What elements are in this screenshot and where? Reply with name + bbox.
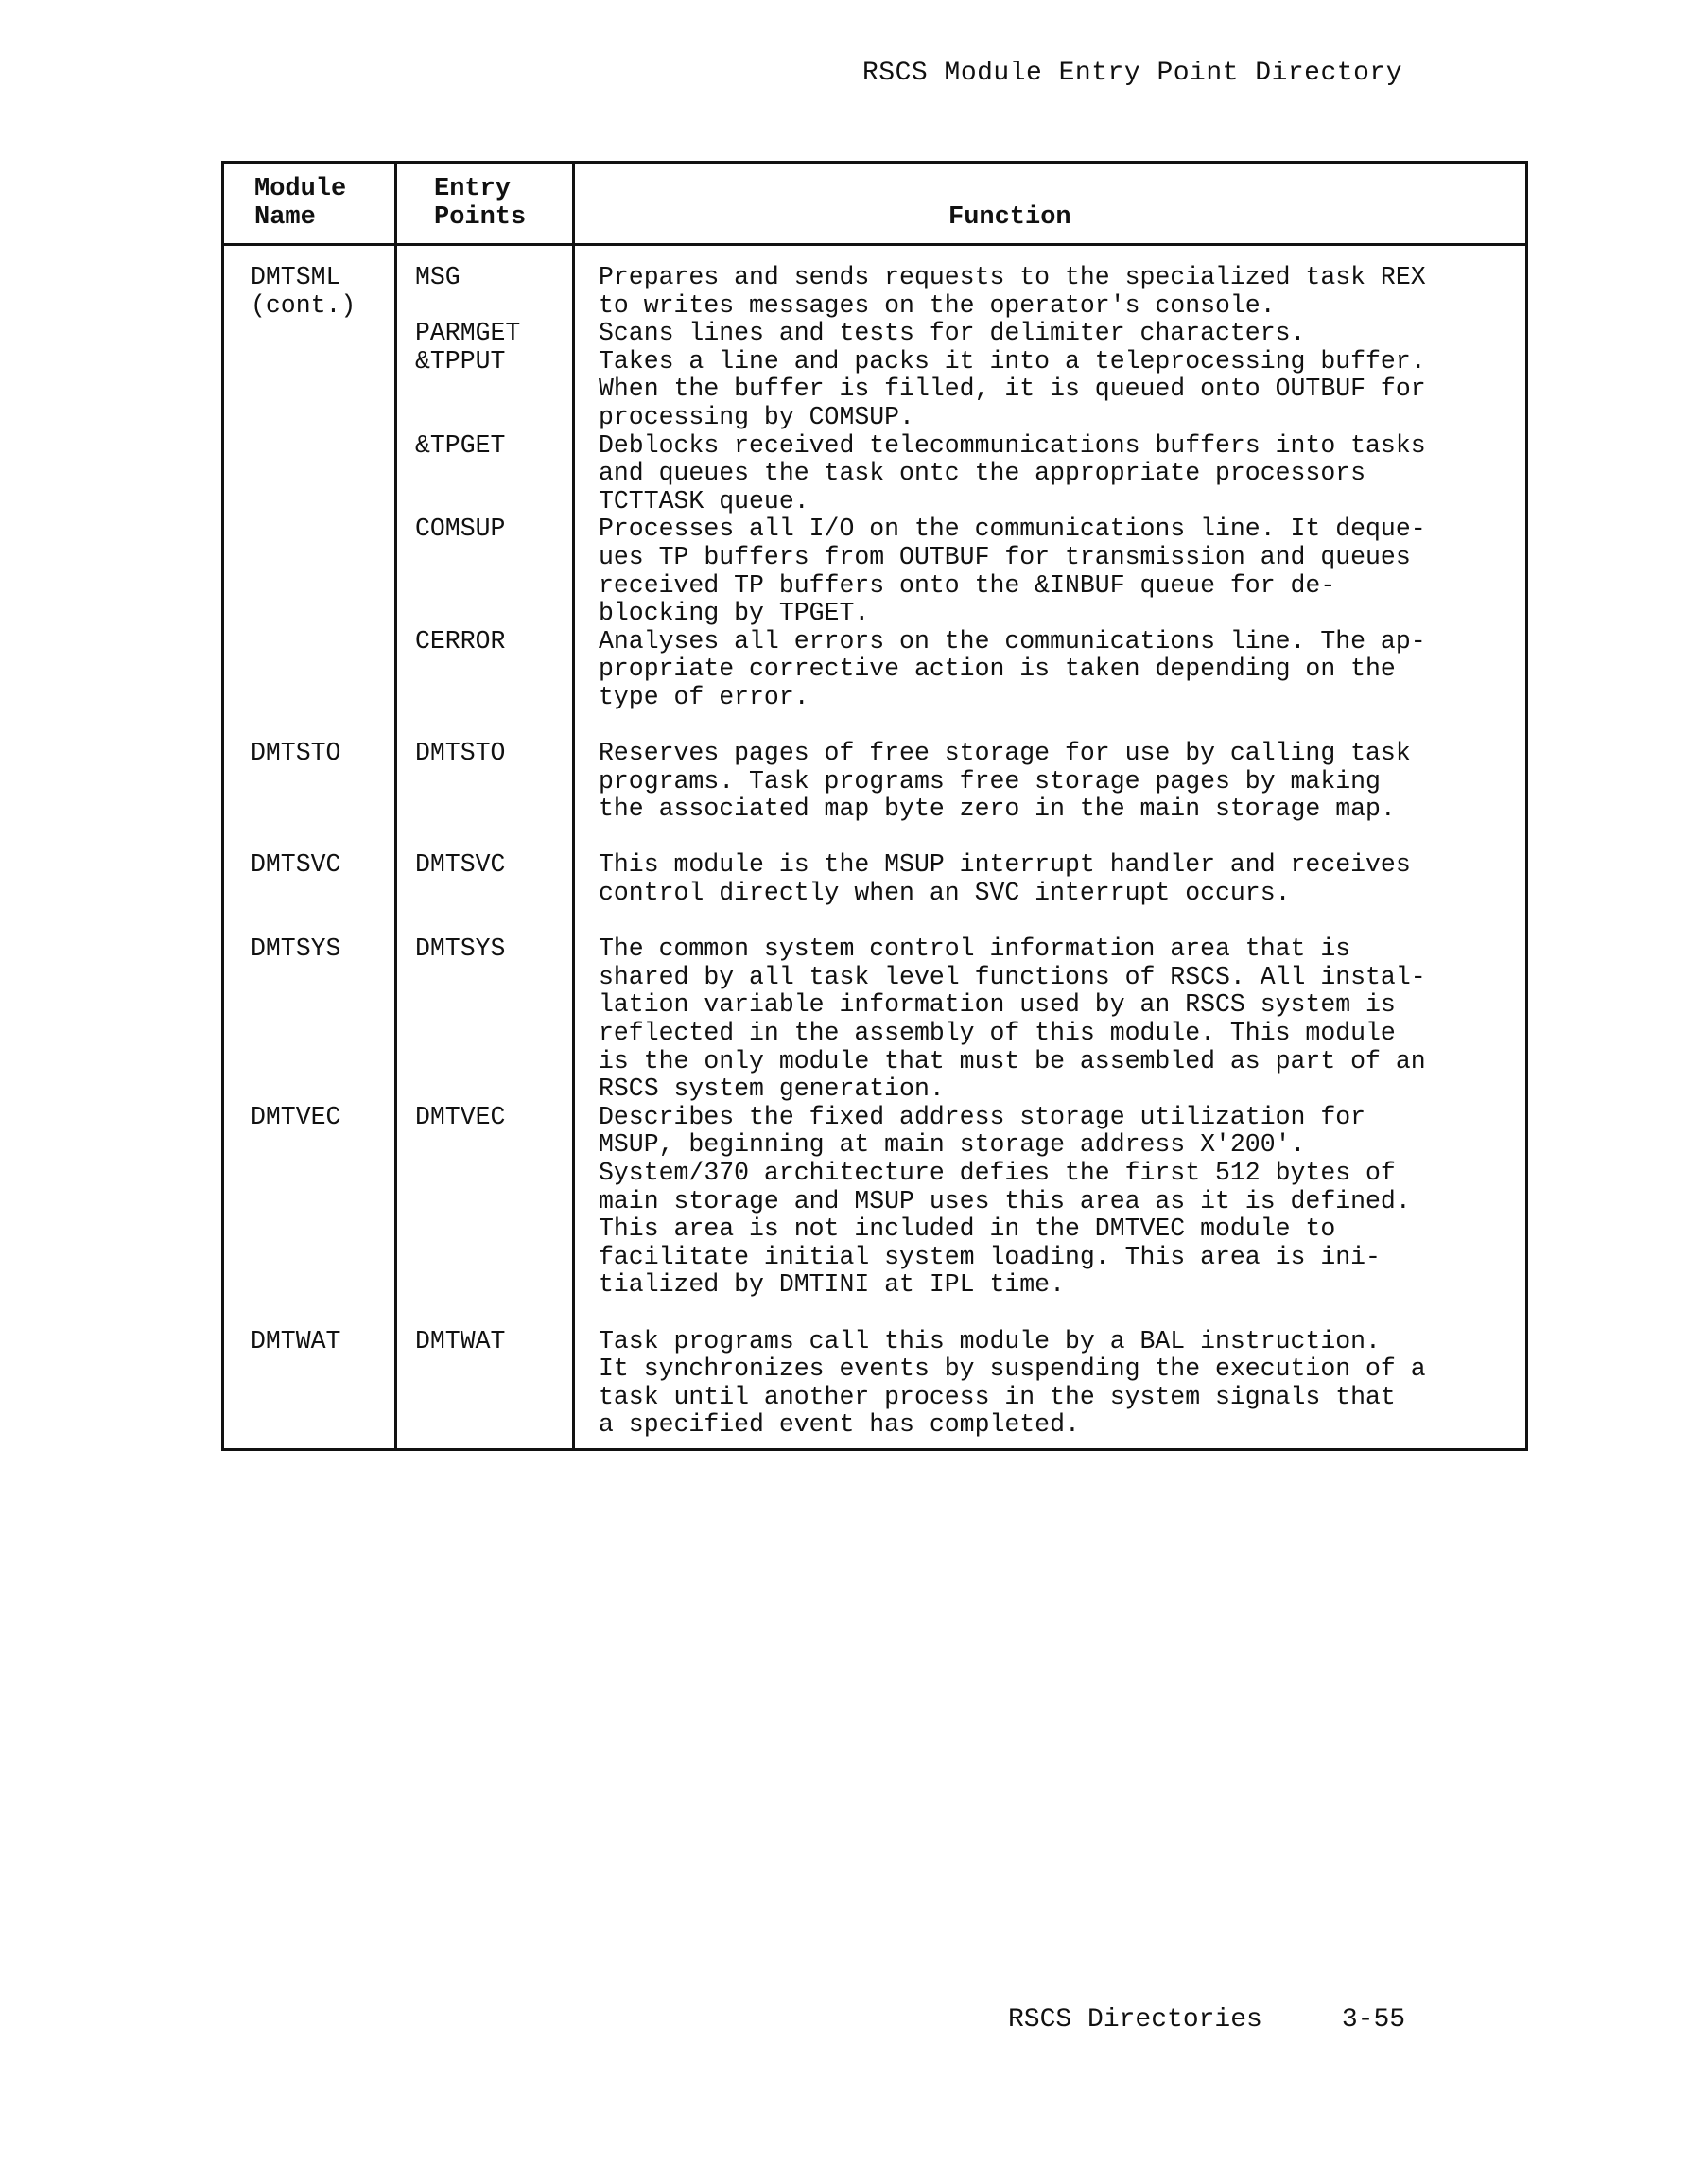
module-name-cell [224, 740, 394, 824]
footer-page-number: 3-55 [1341, 2005, 1406, 2035]
function-cell-text: Reserves pages of free storage for use by calling task programs. Task programs free storage pages by making the associated map byte zero in the main storage map. [599, 739, 1411, 824]
row-spacer [224, 824, 1525, 852]
entry-point-cell [394, 1104, 572, 1300]
function-cell [572, 264, 1522, 320]
module-name-cell [224, 1104, 394, 1300]
function-cell-text: Takes a line and packs it into a teleprocessing buffer. When the buffer is filled, it is queued onto OUTBUF for processing by COMSUP. [599, 346, 1426, 431]
entry-point-cell [394, 851, 572, 907]
table-row [224, 1104, 1525, 1300]
module-name-cell-text: DMTSML (cont.) [251, 263, 357, 320]
module-name-cell [224, 264, 394, 320]
function-cell [572, 348, 1522, 432]
function-cell [572, 740, 1522, 824]
table-row [224, 628, 1525, 712]
row-spacer [224, 712, 1525, 741]
table-row [224, 935, 1525, 1104]
entry-point-cell [394, 348, 572, 432]
entry-point-cell [394, 264, 572, 320]
function-cell-text: The common system control information area that is shared by all task level functions of RSCS. All instal- lation variable information used by an RSCS system is reflected in the assembly of this module. This module is the only module that must be assembled as part of an RSCS system generation. [599, 935, 1426, 1104]
function-cell-text: Task programs call this module by a BAL instruction. It synchronizes events by suspending the execution of a task until another process in the system signals that a specified event has completed. [599, 1326, 1426, 1440]
module-header-line1: Module [254, 175, 347, 203]
function-cell-text: Processes all I/O on the communications line. It deque- ues TP buffers from OUTBUF for transmission and queues received TP buffers onto the &INBUF queue for de- blocking by TPGET. [599, 515, 1426, 628]
table-row [224, 740, 1525, 824]
table-row [224, 320, 1525, 348]
function-cell [572, 432, 1522, 516]
column-header-module [254, 175, 346, 232]
function-cell [572, 1104, 1522, 1300]
function-cell [572, 1328, 1522, 1440]
table-row [224, 348, 1525, 432]
entry-point-cell-text: COMSUP [415, 515, 506, 544]
table-row [224, 432, 1525, 516]
module-name-cell [224, 348, 394, 432]
entry-point-cell-text: DMTSTO [415, 739, 506, 768]
module-name-cell-text: DMTSVC [251, 850, 341, 880]
function-cell [572, 935, 1522, 1104]
module-name-cell-text: DMTWAT [251, 1326, 341, 1355]
function-cell-text: Prepares and sends requests to the specialized task REX to writes messages on the operator's console. [599, 263, 1426, 320]
table-body [224, 264, 1525, 1440]
module-name-cell [224, 851, 394, 907]
header-divider [224, 243, 1525, 246]
entry-header-line1: Entry [434, 175, 512, 203]
function-cell [572, 320, 1522, 348]
entry-point-cell-text: DMTSVC [415, 850, 506, 880]
module-name-cell [224, 320, 394, 348]
module-name-cell-text: DMTSTO [251, 739, 341, 768]
row-spacer [224, 908, 1525, 936]
column-header-function: Function [948, 203, 1071, 232]
function-cell-text: Deblocks received telecommunications buffers into tasks and queues the task ontc the appropriate processors TCTTASK queue. [599, 430, 1426, 515]
function-cell [572, 515, 1522, 627]
function-cell-text: This module is the MSUP interrupt handler and receives control directly when an SVC interrupt occurs. [599, 850, 1411, 908]
function-cell [572, 628, 1522, 712]
footer-section: RSCS Directories [1008, 2005, 1262, 2035]
entry-point-cell-text: CERROR [415, 626, 506, 655]
page-title: RSCS Module Entry Point Directory [862, 59, 1402, 88]
entry-point-cell-text: DMTSYS [415, 935, 506, 964]
module-name-cell-text: DMTVEC [251, 1102, 341, 1131]
function-cell-text: Scans lines and tests for delimiter characters. [599, 319, 1306, 348]
function-cell [572, 851, 1522, 907]
entry-point-cell [394, 515, 572, 627]
function-cell-text: Analyses all errors on the communications line. The ap- propriate corrective action is taken depending on the type of error. [599, 626, 1426, 711]
entry-point-cell-text: PARMGET [415, 319, 521, 348]
module-name-cell [224, 628, 394, 712]
function-cell-text: Describes the fixed address storage utilization for MSUP, beginning at main storage address X'200'. System/370 architecture defies the first 512 bytes of main storage and MSUP uses this area as it is defined. This area is not included in the DMTVEC module to facilitate initial system loading. This area is ini- tialized by DMTINI at IPL time. [599, 1102, 1411, 1300]
entry-point-cell-text: DMTVEC [415, 1102, 506, 1131]
module-name-cell [224, 1328, 394, 1440]
table-row [224, 851, 1525, 907]
entry-point-cell-text: &TPPUT [415, 346, 506, 376]
entry-point-cell-text: &TPGET [415, 430, 506, 460]
row-spacer [224, 1300, 1525, 1328]
module-name-cell [224, 432, 394, 516]
entry-point-cell-text: DMTWAT [415, 1326, 506, 1355]
column-header-entry [434, 175, 526, 232]
entry-point-cell [394, 1328, 572, 1440]
module-name-cell [224, 935, 394, 1104]
module-entry-table [221, 161, 1528, 1451]
entry-point-cell [394, 320, 572, 348]
module-header-line2: Name [254, 203, 316, 232]
table-row [224, 264, 1525, 320]
module-name-cell [224, 515, 394, 627]
entry-point-cell-text: MSG [415, 263, 461, 291]
entry-point-cell [394, 740, 572, 824]
page-footer [1008, 2005, 1405, 2035]
entry-point-cell [394, 628, 572, 712]
module-name-cell-text: DMTSYS [251, 935, 341, 964]
table-row [224, 515, 1525, 627]
entry-point-cell [394, 432, 572, 516]
entry-header-line2: Points [434, 203, 527, 232]
entry-point-cell [394, 935, 572, 1104]
table-row [224, 1328, 1525, 1440]
